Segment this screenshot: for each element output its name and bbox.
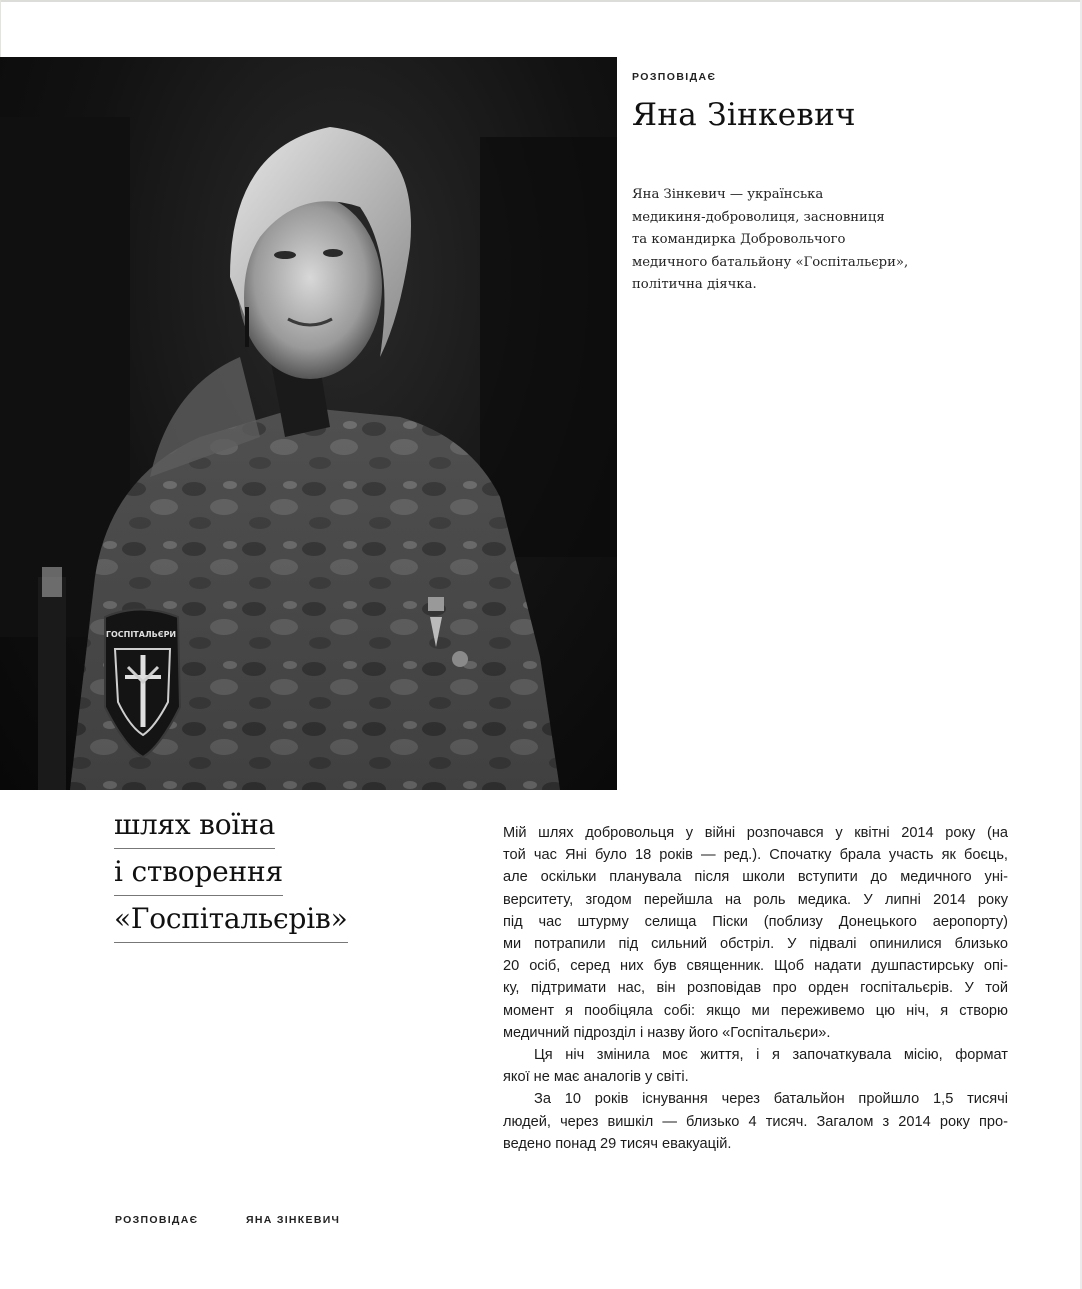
- narrator-kicker: РОЗПОВІДАЄ: [632, 71, 717, 83]
- body-line: верситету, згодом перейшла на роль медика. У липні 2014 року: [503, 891, 1008, 908]
- page-top-edge: [0, 0, 1082, 2]
- body-line: Ця ніч змінила моє життя, і я започаткувала місію, формат: [534, 1047, 1008, 1064]
- portrait-photo: [0, 57, 617, 790]
- footer-section-label: РОЗПОВІДАЄ: [115, 1214, 199, 1226]
- body-line: момент я пообіцяла собі: якщо ми переживемо цю ніч, я створю: [503, 1002, 1008, 1019]
- body-line: той час Яні було 18 років — ред.). Спочатку брала участь як боєць,: [503, 847, 1008, 864]
- article-body: [503, 822, 1008, 1155]
- page-footer: [115, 1214, 340, 1226]
- body-line: але оскільки планувала після школи вступити до медичного уні-: [503, 869, 1008, 886]
- bio-line: медичного батальйону «Госпітальєри»,: [632, 254, 909, 270]
- body-line: 20 осіб, серед них був священник. Щоб надати душпастирську опі-: [503, 958, 1008, 975]
- body-line: ку, підтримати нас, він розповідав про орден госпітальєрів. У той: [503, 980, 1008, 997]
- heading-line: і створення: [114, 855, 283, 896]
- body-line: якої не має аналогів у світі.: [503, 1069, 689, 1086]
- body-line: ведено понад 29 тисяч евакуацій.: [503, 1135, 732, 1152]
- section-heading: [114, 808, 348, 949]
- body-line: медичний підрозділ і назву його «Госпітальєри».: [503, 1024, 831, 1041]
- body-line: ми потрапили під сильний обстріл. У підвалі опинилися близько: [503, 936, 1008, 953]
- heading-line: «Госпітальєрів»: [114, 902, 348, 943]
- author-bio: [632, 184, 972, 297]
- body-line: За 10 років існування через батальйон пройшло 1,5 тисячі: [534, 1091, 1008, 1108]
- body-line: людей, через вишкіл — близько 4 тисяч. Загалом з 2014 року про-: [503, 1113, 1008, 1130]
- bio-line: політична діячка.: [632, 277, 757, 292]
- heading-line: шлях воїна: [114, 808, 275, 849]
- bio-line: медикиня-доброволиця, засновниця: [632, 209, 885, 225]
- footer-author-label: ЯНА ЗІНКЕВИЧ: [246, 1214, 341, 1226]
- body-line: Мій шлях добровольця у війні розпочався у квітні 2014 року (на: [503, 825, 1008, 841]
- bio-line: Яна Зінкевич — українська: [632, 187, 824, 202]
- bio-line: та командирка Добровольчого: [632, 232, 846, 247]
- author-name: Яна Зінкевич: [632, 97, 856, 133]
- portrait-illustration: [0, 57, 617, 790]
- body-line: під час штурму селища Піски (поблизу Донецького аеропорту): [503, 913, 1008, 930]
- page-left-edge: [0, 0, 1, 57]
- svg-text:ГОСПІТАЛЬЄРИ: ГОСПІТАЛЬЄРИ: [105, 630, 177, 639]
